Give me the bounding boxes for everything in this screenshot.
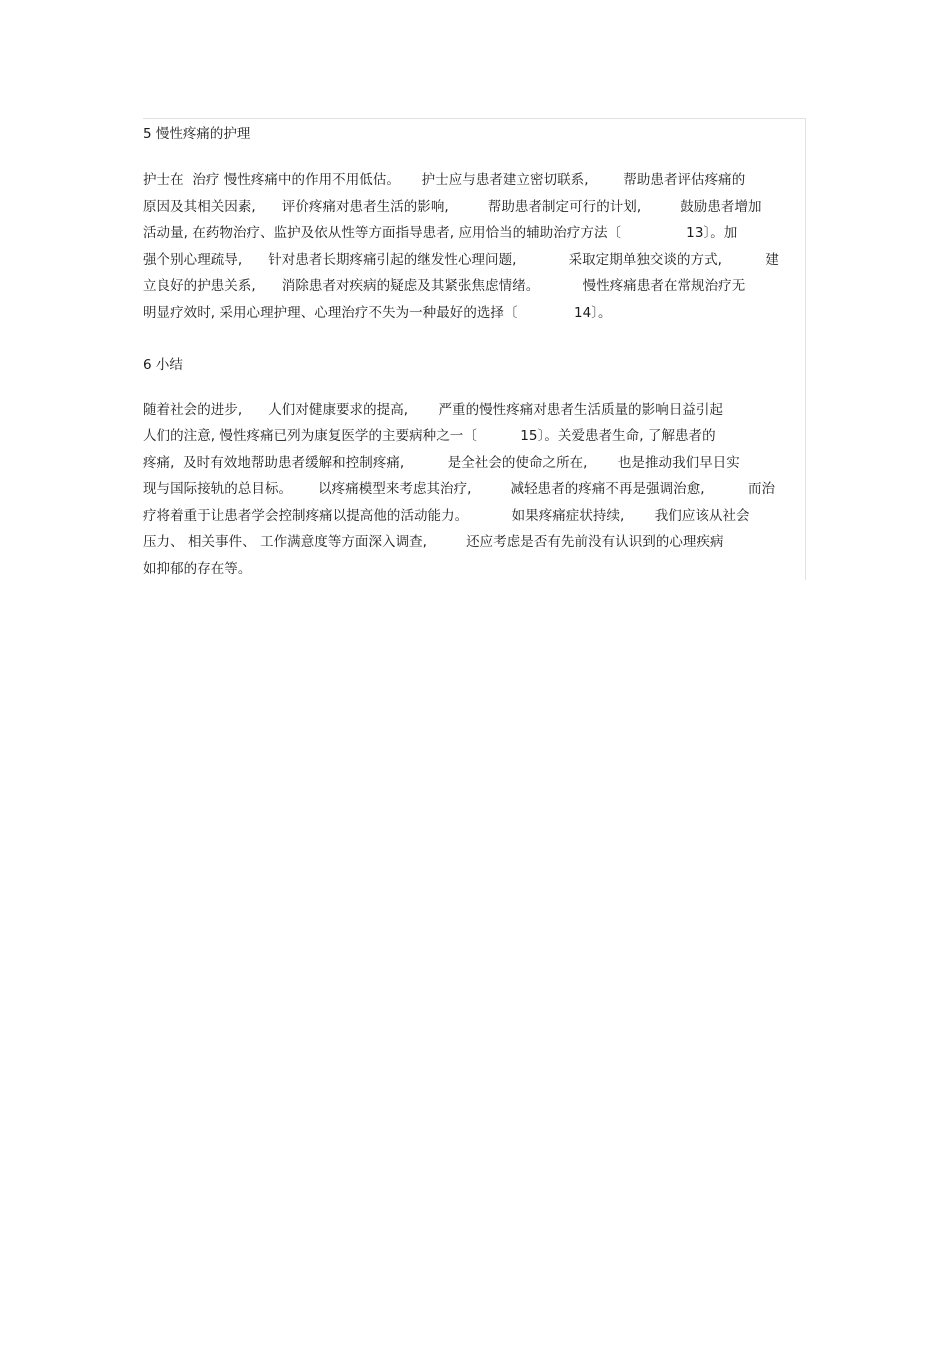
- paragraph-line: 明显疗效时, 采用心理护理、心理治疗不失为一种最好的选择〔 14〕。: [143, 305, 612, 321]
- paragraph-line: 压力、 相关事件、 工作满意度等方面深入调查, 还应考虑是否有先前没有认识到的心理疾病: [143, 534, 724, 550]
- paragraph-line: 强个别心理疏导, 针对患者长期疼痛引起的继发性心理问题, 采取定期单独交谈的方式, 建: [143, 252, 779, 268]
- paragraph-line: 护士在 治疗 慢性疼痛中的作用不用低估。 护士应与患者建立密切联系, 帮助患者评估疼痛的: [143, 172, 746, 188]
- section-heading: 5 慢性疼痛的护理: [143, 126, 251, 142]
- paragraph-line: 人们的注意, 慢性疼痛已列为康复医学的主要病种之一〔 15〕。关爱患者生命, 了解患者的: [143, 428, 716, 444]
- paragraph-line: 原因及其相关因素, 评价疼痛对患者生活的影响, 帮助患者制定可行的计划, 鼓励患者增加: [143, 199, 762, 215]
- section-heading: 6 小结: [143, 357, 183, 373]
- paragraph-line: 如抑郁的存在等。: [143, 561, 252, 577]
- paragraph-line: 现与国际接轨的总目标。 以疼痛模型来考虑其治疗, 减轻患者的疼痛不再是强调治愈, 而治: [143, 481, 776, 497]
- paragraph-line: 疗将着重于让患者学会控制疼痛以提高他的活动能力。 如果疼痛症状持续, 我们应该从社会: [143, 508, 750, 524]
- paragraph-line: 活动量, 在药物治疗、监护及依从性等方面指导患者, 应用恰当的辅助治疗方法〔 13〕。加: [143, 225, 738, 241]
- paragraph-line: 立良好的护患关系, 消除患者对疾病的疑虑及其紧张焦虑情绪。 慢性疼痛患者在常规治疗无: [143, 278, 746, 294]
- paragraph-line: 随着社会的进步, 人们对健康要求的提高, 严重的慢性疼痛对患者生活质量的影响日益引起: [143, 402, 724, 418]
- paragraph-line: 疼痛, 及时有效地帮助患者缓解和控制疼痛, 是全社会的使命之所在, 也是推动我们早日实: [143, 455, 740, 471]
